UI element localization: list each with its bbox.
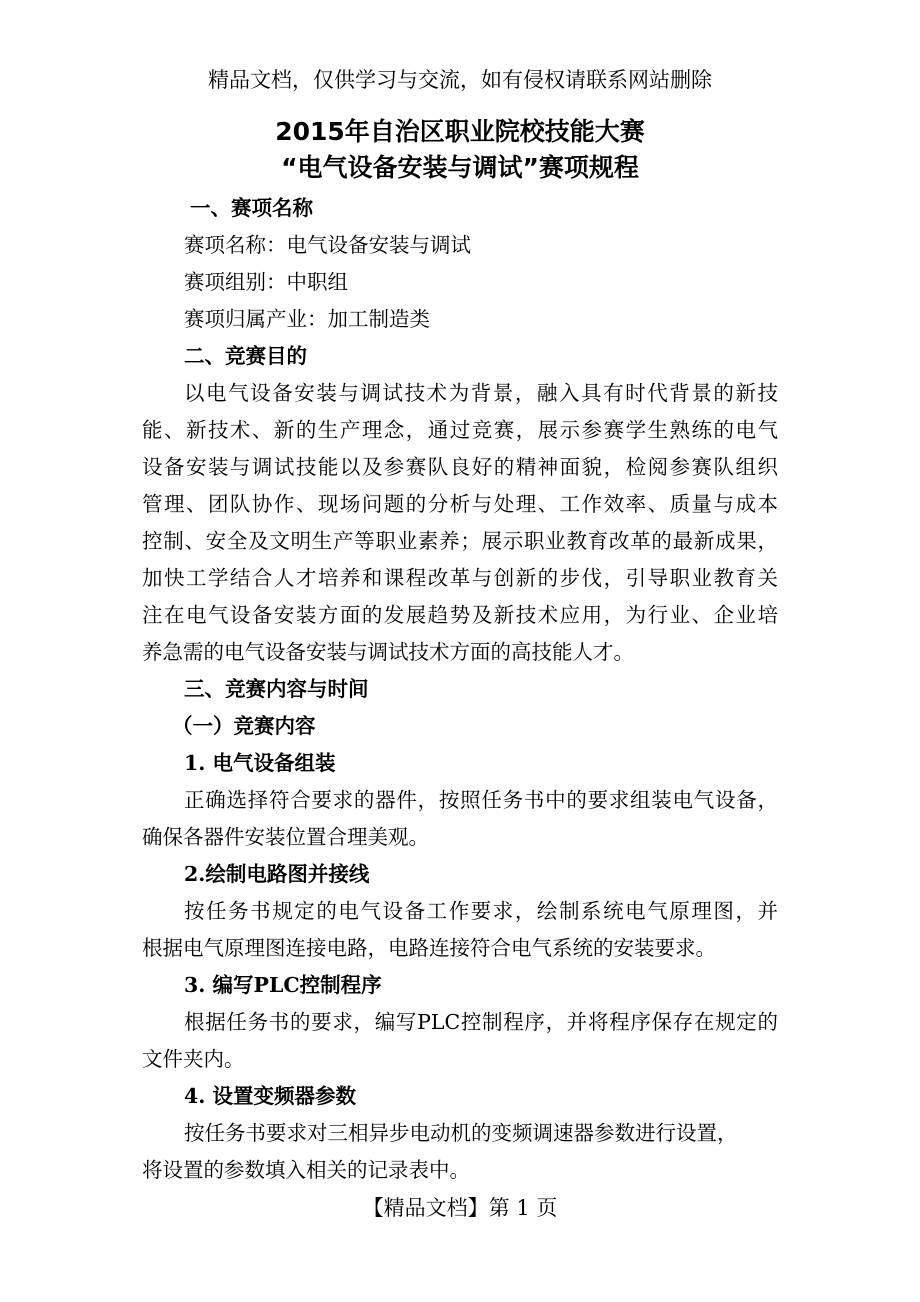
section2-line: 能、新技术、新的生产理念，通过竞赛，展示参赛学生熟练的电气 [142,418,778,442]
item2-line: 按任务书规定的电气设备工作要求，绘制系统电气原理图，并 [184,899,778,923]
item1-line: 正确选择符合要求的器件，按照任务书中的要求组装电气设备， [184,788,778,812]
title-line-2: “电气设备安装与调试”赛项规程 [281,153,639,182]
section3-heading: 三、竞赛内容与时间 [184,677,369,701]
item1-title: 1. 电气设备组装 [184,751,336,775]
item3-line: 根据任务书的要求，编写PLC控制程序，并将程序保存在规定的 [184,1010,778,1034]
item4-line: 按任务书要求对三相异步电动机的变频调速器参数进行设置， [184,1121,738,1145]
section1-name: 赛项名称：电气设备安装与调试 [184,233,471,257]
section1-group: 赛项组别：中职组 [184,270,348,294]
section2-line: 注在电气设备安装方面的发展趋势及新技术应用，为行业、企业培 [142,603,778,627]
section2-heading: 二、竞赛目的 [184,344,307,368]
item2-title: 2.绘制电路图并接线 [184,862,370,886]
section1-industry: 赛项归属产业：加工制造类 [184,307,430,331]
section2-line: 加快工学结合人才培养和课程改革与创新的步伐，引导职业教育关 [142,566,778,590]
header-watermark: 精品文档，仅供学习与交流，如有侵权请联系网站删除 [208,68,712,92]
section2-line: 管理、团队协作、现场问题的分析与处理、工作效率、质量与成本 [142,492,778,516]
page-footer: 【精品文档】第 1 页 [362,1196,558,1220]
section1-heading: 一、赛项名称 [190,196,313,220]
section2-line: 以电气设备安装与调试技术为背景，融入具有时代背景的新技 [184,381,778,405]
item4-line: 将设置的参数填入相关的记录表中。 [142,1158,470,1182]
section2-line: 养急需的电气设备安装与调试技术方面的高技能人才。 [142,640,634,664]
item4-title: 4. 设置变频器参数 [184,1084,357,1108]
item3-line: 文件夹内。 [142,1047,245,1071]
item3-title: 3. 编写PLC控制程序 [184,973,382,997]
section2-line: 设备安装与调试技能以及参赛队良好的精神面貌，检阅参赛队组织 [142,455,778,479]
section3-subheading: （一）竞赛内容 [172,714,316,738]
title-line-1: 2015年自治区职业院校技能大赛 [275,117,645,146]
item2-line: 根据电气原理图连接电路，电路连接符合电气系统的安装要求。 [142,936,716,960]
item1-line: 确保各器件安装位置合理美观。 [142,825,429,849]
section2-line: 控制、安全及文明生产等职业素养；展示职业教育改革的最新成果， [142,529,778,553]
